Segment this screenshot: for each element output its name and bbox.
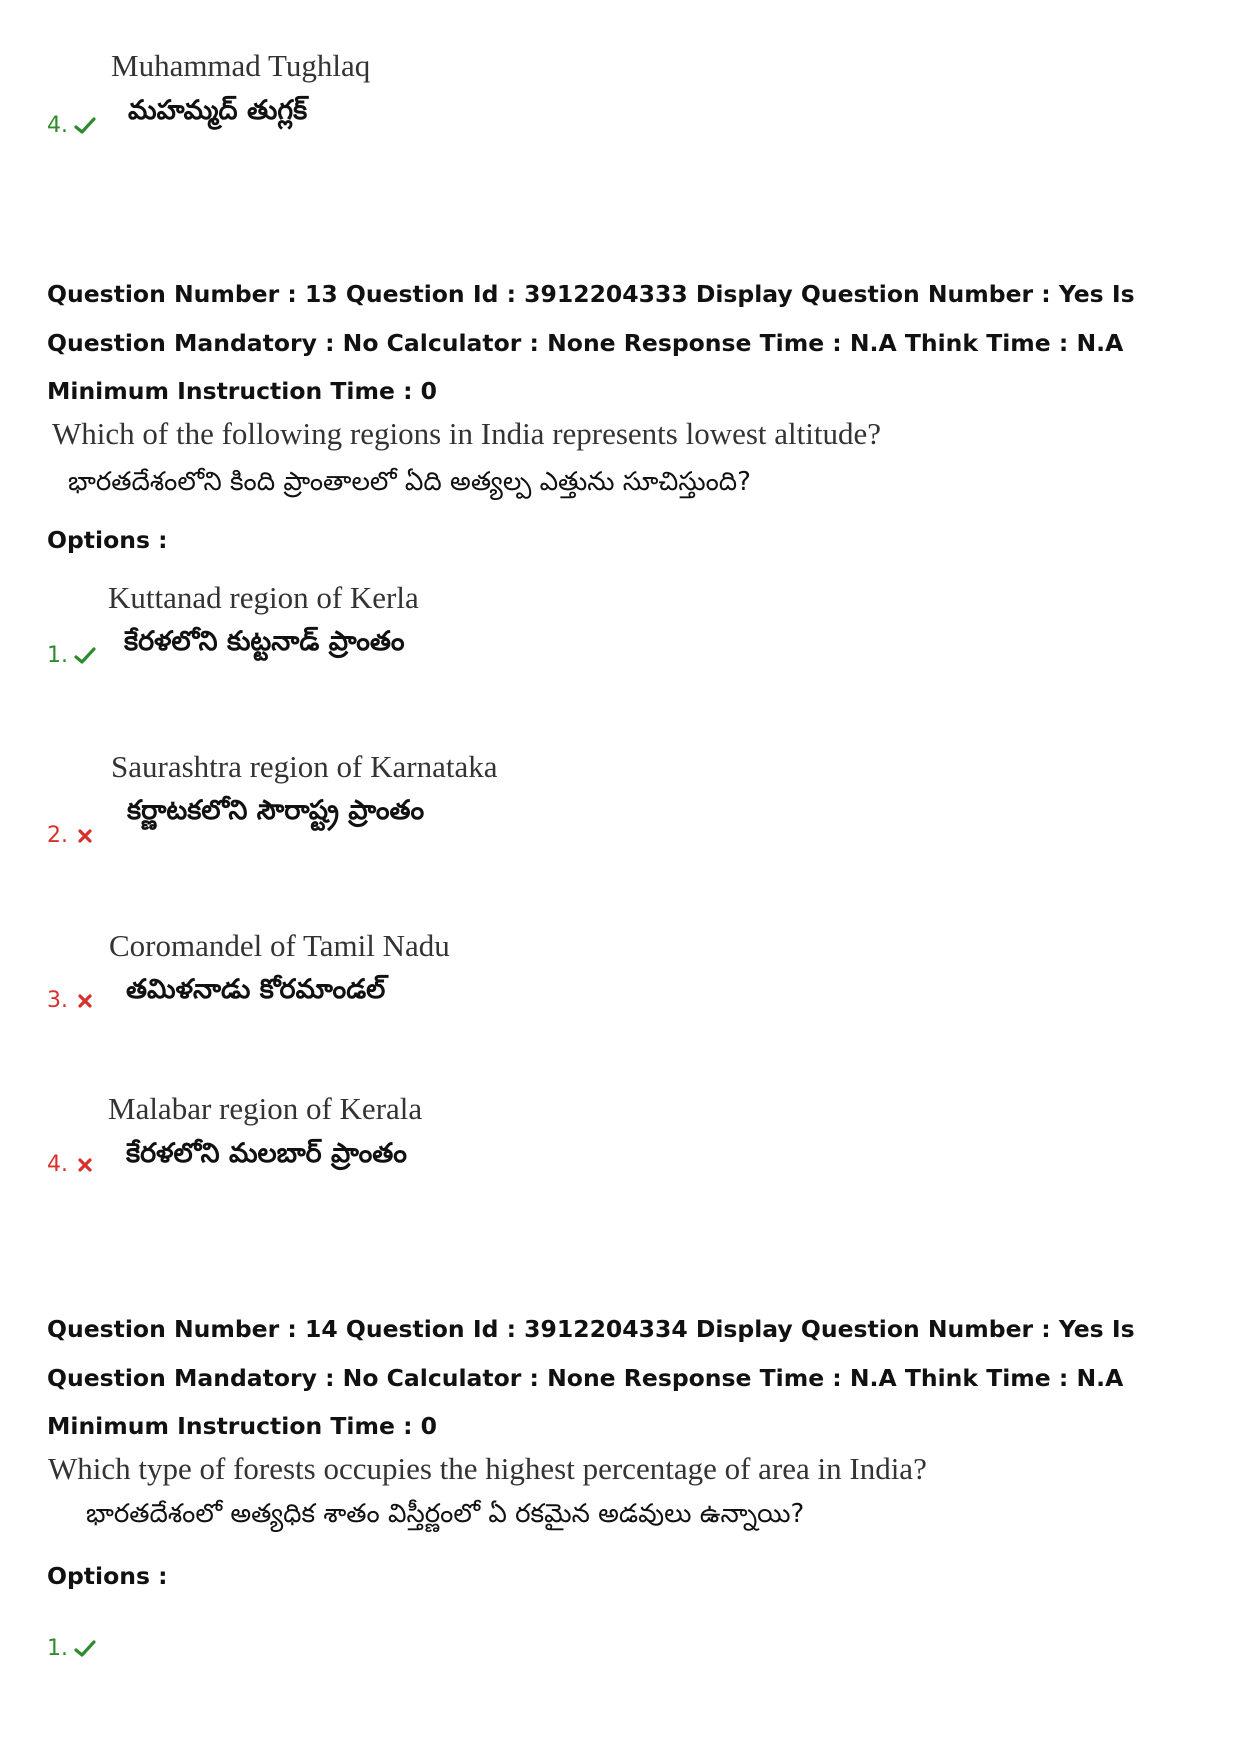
q13-option-4-marker [47, 1152, 96, 1178]
option-number: 2. [47, 823, 68, 848]
prev-option-4-marker [47, 113, 96, 139]
question-13-options-label: Options : [47, 526, 168, 554]
question-13-meta: Question Number : 13 Question Id : 3912204333 Display Question Number : Yes Is Question Mandatory : No Calculator : None Response Time : N.A Think Time : N.A Minimum Instruction Time : 0 [47, 280, 1135, 405]
option-number: 4. [47, 1152, 68, 1177]
q13-option-2-telugu: కర్ణాటకలోని సౌరాష్ట్ర ప్రాంతం [127, 795, 425, 826]
cross-icon [74, 990, 96, 1012]
option-number: 3. [47, 988, 68, 1013]
question-14-options-label: Options : [47, 1562, 168, 1590]
check-icon [74, 115, 96, 137]
cross-icon [74, 1154, 96, 1176]
question-14-meta: Question Number : 14 Question Id : 3912204334 Display Question Number : Yes Is Question Mandatory : No Calculator : None Response Time : N.A Think Time : N.A Minimum Instruction Time : 0 [47, 1315, 1135, 1440]
prev-option-4-english: Muhammad Tughlaq [111, 48, 371, 83]
q13-option-2-marker [47, 823, 96, 849]
question-13-text-telugu: భారతదేశంలోని కింది ప్రాంతాలలో ఏది అత్యల్ప ఎత్తును సూచిస్తుంది? [68, 467, 751, 497]
question-13-text-english: Which of the following regions in India represents lowest altitude? [52, 416, 882, 451]
q13-option-3-english: Coromandel of Tamil Nadu [109, 928, 450, 963]
check-icon [74, 645, 96, 667]
q13-option-3-marker [47, 988, 96, 1014]
question-14-text-telugu: భారతదేశంలో అత్యధిక శాతం విస్తీర్ణంలో ఏ రకమైన అడవులు ఉన్నాయి? [86, 1499, 805, 1529]
option-number: 1. [47, 643, 68, 668]
q14-option-1-marker [47, 1636, 96, 1662]
option-number: 4. [47, 113, 68, 138]
q13-option-2-english: Saurashtra region of Karnataka [111, 749, 498, 784]
prev-option-4-telugu: మహమ్మద్ తుగ్లక్ [128, 95, 308, 126]
question-14-text-english: Which type of forests occupies the highest percentage of area in India? [48, 1451, 927, 1486]
q13-option-4-english: Malabar region of Kerala [108, 1091, 423, 1126]
cross-icon [74, 825, 96, 847]
q13-option-3-telugu: తమిళనాడు కోరమాండల్ [126, 974, 386, 1005]
q13-option-4-telugu: కేరళలోని మలబార్ ప్రాంతం [126, 1138, 407, 1169]
q13-option-1-telugu: కేరళలోని కుట్టనాడ్ ప్రాంతం [124, 626, 405, 657]
check-icon [74, 1638, 96, 1660]
q13-option-1-marker [47, 643, 96, 669]
q13-option-1-english: Kuttanad region of Kerla [108, 580, 419, 615]
option-number: 1. [47, 1636, 68, 1661]
